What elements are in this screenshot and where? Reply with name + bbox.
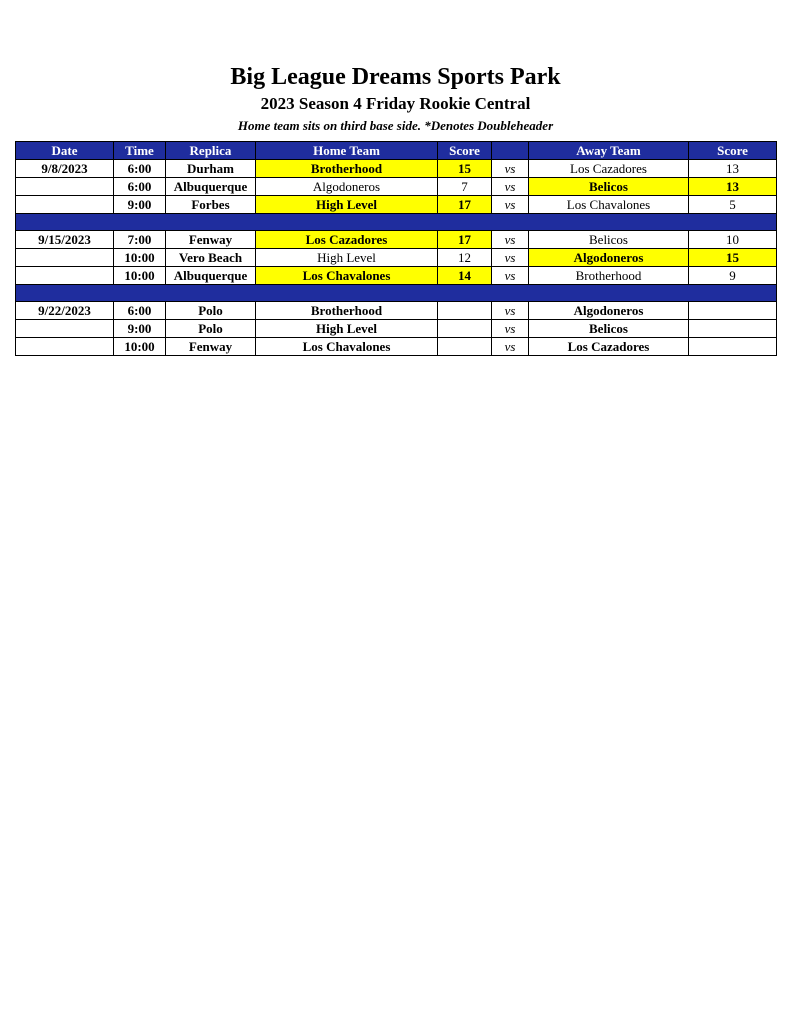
time-cell: 10:00 [114,338,166,356]
home-team-cell: High Level [256,320,438,338]
away-team-cell: Algodoneros [529,302,689,320]
date-cell: 9/22/2023 [16,302,114,320]
home-team-cell: Los Chavalones [256,338,438,356]
separator-row [16,214,777,231]
away-score-cell: 15 [689,249,777,267]
game-row [16,302,777,320]
home-score-cell [438,302,492,320]
replica-cell: Albuquerque [166,267,256,285]
vs-cell: vs [492,267,529,285]
replica-cell: Vero Beach [166,249,256,267]
away-team-cell: Los Cazadores [529,160,689,178]
away-score-cell: 9 [689,267,777,285]
header-replica: Replica [166,142,256,160]
away-team-cell: Belicos [529,231,689,249]
home-team-cell: High Level [256,196,438,214]
vs-cell: vs [492,196,529,214]
separator-row [16,285,777,302]
date-cell [16,249,114,267]
date-cell [16,196,114,214]
replica-cell: Polo [166,320,256,338]
header-away-team: Away Team [529,142,689,160]
away-team-cell: Los Cazadores [529,338,689,356]
time-cell: 10:00 [114,267,166,285]
away-team-cell: Los Chavalones [529,196,689,214]
time-cell: 9:00 [114,196,166,214]
vs-cell: vs [492,320,529,338]
away-score-cell [689,320,777,338]
game-row [16,320,777,338]
game-row [16,338,777,356]
home-score-cell [438,320,492,338]
separator-cell [16,214,777,231]
home-team-cell: Brotherhood [256,302,438,320]
away-team-cell: Belicos [529,320,689,338]
date-cell [16,178,114,196]
replica-cell: Fenway [166,231,256,249]
date-cell [16,267,114,285]
away-score-cell: 13 [689,178,777,196]
home-team-cell: Los Cazadores [256,231,438,249]
home-score-cell: 15 [438,160,492,178]
time-cell: 6:00 [114,160,166,178]
date-cell: 9/8/2023 [16,160,114,178]
home-score-cell: 17 [438,196,492,214]
time-cell: 7:00 [114,231,166,249]
date-cell [16,338,114,356]
header-row [16,142,777,160]
vs-cell: vs [492,338,529,356]
away-score-cell: 10 [689,231,777,249]
vs-cell: vs [492,231,529,249]
header-home-score: Score [438,142,492,160]
page-note: Home team sits on third base side. *Denotes Doubleheader [237,118,554,134]
home-team-cell: Brotherhood [256,160,438,178]
home-score-cell: 14 [438,267,492,285]
page-title: Big League Dreams Sports Park [230,64,561,90]
header-date: Date [16,142,114,160]
home-team-cell: Los Chavalones [256,267,438,285]
date-cell [16,320,114,338]
vs-cell: vs [492,178,529,196]
home-score-cell [438,338,492,356]
header-vs [492,142,529,160]
home-team-cell: High Level [256,249,438,267]
away-team-cell: Algodoneros [529,249,689,267]
game-row [16,249,777,267]
vs-cell: vs [492,302,529,320]
game-row [16,178,777,196]
away-score-cell: 5 [689,196,777,214]
game-row [16,196,777,214]
page-subtitle: 2023 Season 4 Friday Rookie Central [260,94,531,114]
game-row [16,267,777,285]
away-score-cell: 13 [689,160,777,178]
date-cell: 9/15/2023 [16,231,114,249]
schedule-table [15,141,777,356]
replica-cell: Albuquerque [166,178,256,196]
separator-cell [16,285,777,302]
time-cell: 6:00 [114,178,166,196]
replica-cell: Polo [166,302,256,320]
header-home-team: Home Team [256,142,438,160]
away-score-cell [689,338,777,356]
page [0,0,791,356]
away-team-cell: Brotherhood [529,267,689,285]
schedule-body [16,160,777,356]
time-cell: 9:00 [114,320,166,338]
header-away-score: Score [689,142,777,160]
time-cell: 10:00 [114,249,166,267]
home-team-cell: Algodoneros [256,178,438,196]
replica-cell: Forbes [166,196,256,214]
away-score-cell [689,302,777,320]
replica-cell: Durham [166,160,256,178]
vs-cell: vs [492,249,529,267]
home-score-cell: 7 [438,178,492,196]
game-row [16,231,777,249]
replica-cell: Fenway [166,338,256,356]
vs-cell: vs [492,160,529,178]
time-cell: 6:00 [114,302,166,320]
header-time: Time [114,142,166,160]
away-team-cell: Belicos [529,178,689,196]
home-score-cell: 12 [438,249,492,267]
home-score-cell: 17 [438,231,492,249]
game-row [16,160,777,178]
